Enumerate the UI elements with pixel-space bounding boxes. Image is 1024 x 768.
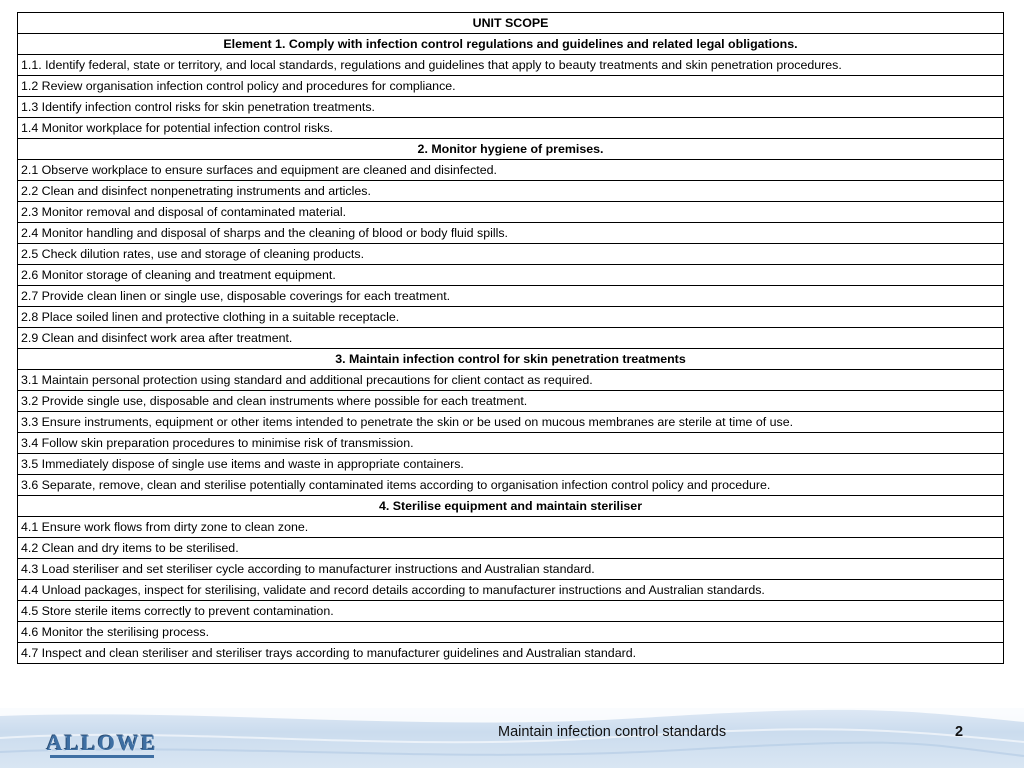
table-row xyxy=(18,643,1004,664)
table-row xyxy=(18,265,1004,286)
table-row xyxy=(18,244,1004,265)
table-cell: 4.1 Ensure work flows from dirty zone to clean zone. xyxy=(18,517,1004,538)
table-row xyxy=(18,517,1004,538)
table-row xyxy=(18,160,1004,181)
table-cell: 2.3 Monitor removal and disposal of contaminated material. xyxy=(18,202,1004,223)
table-cell: 2.9 Clean and disinfect work area after treatment. xyxy=(18,328,1004,349)
table-cell: 4.6 Monitor the sterilising process. xyxy=(18,622,1004,643)
table-row xyxy=(18,538,1004,559)
table-section-header-row xyxy=(18,139,1004,160)
table-section-header-row xyxy=(18,13,1004,34)
allowe-logo xyxy=(42,730,162,760)
section-header-cell: UNIT SCOPE xyxy=(18,13,1004,34)
table-section-header-row xyxy=(18,34,1004,55)
table-cell: 2.5 Check dilution rates, use and storage of cleaning products. xyxy=(18,244,1004,265)
table-cell: 3.1 Maintain personal protection using standard and additional precautions for client contact as required. xyxy=(18,370,1004,391)
table-cell: 3.5 Immediately dispose of single use items and waste in appropriate containers. xyxy=(18,454,1004,475)
table-cell: 1.4 Monitor workplace for potential infection control risks. xyxy=(18,118,1004,139)
table-row xyxy=(18,559,1004,580)
table-row xyxy=(18,97,1004,118)
table-row xyxy=(18,370,1004,391)
table-row xyxy=(18,433,1004,454)
table-row xyxy=(18,328,1004,349)
table-cell: 2.7 Provide clean linen or single use, disposable coverings for each treatment. xyxy=(18,286,1004,307)
table-row xyxy=(18,391,1004,412)
unit-scope-table-body xyxy=(18,13,1004,664)
table-row xyxy=(18,202,1004,223)
table-cell: 3.6 Separate, remove, clean and sterilise potentially contaminated items according to organisation infection control policy and procedure. xyxy=(18,475,1004,496)
table-cell: 1.1. Identify federal, state or territory, and local standards, regulations and guidelines that apply to beauty treatments and skin penetration procedures. xyxy=(18,55,1004,76)
footer-title: Maintain infection control standards xyxy=(498,724,727,740)
table-row xyxy=(18,580,1004,601)
table-section-header-row xyxy=(18,496,1004,517)
table-cell: 3.3 Ensure instruments, equipment or other items intended to penetrate the skin or be used on mucous membranes are sterile at time of use. xyxy=(18,412,1004,433)
section-header-cell: 4. Sterilise equipment and maintain steriliser xyxy=(18,496,1004,517)
table-cell: 2.1 Observe workplace to ensure surfaces and equipment are cleaned and disinfected. xyxy=(18,160,1004,181)
table-cell: 3.4 Follow skin preparation procedures to minimise risk of transmission. xyxy=(18,433,1004,454)
table-row xyxy=(18,181,1004,202)
table-cell: 2.2 Clean and disinfect nonpenetrating instruments and articles. xyxy=(18,181,1004,202)
page-number: 2 xyxy=(955,724,964,740)
table-cell: 3.2 Provide single use, disposable and clean instruments where possible for each treatment. xyxy=(18,391,1004,412)
table-row xyxy=(18,307,1004,328)
table-section-header-row xyxy=(18,349,1004,370)
table-row xyxy=(18,622,1004,643)
section-header-cell: Element 1. Comply with infection control regulations and guidelines and related legal obligations. xyxy=(18,34,1004,55)
slide-footer xyxy=(0,708,1024,768)
table-cell: 1.2 Review organisation infection control policy and procedures for compliance. xyxy=(18,76,1004,97)
table-cell: 2.4 Monitor handling and disposal of sharps and the cleaning of blood or body fluid spills. xyxy=(18,223,1004,244)
table-cell: 4.2 Clean and dry items to be sterilised. xyxy=(18,538,1004,559)
section-header-cell: 3. Maintain infection control for skin penetration treatments xyxy=(18,349,1004,370)
table-row xyxy=(18,76,1004,97)
table-cell: 2.8 Place soiled linen and protective clothing in a suitable receptacle. xyxy=(18,307,1004,328)
table-row xyxy=(18,412,1004,433)
table-cell: 4.4 Unload packages, inspect for sterilising, validate and record details according to manufacturer instructions and Australian standards. xyxy=(18,580,1004,601)
unit-scope-table xyxy=(17,12,1004,664)
table-cell: 4.7 Inspect and clean steriliser and steriliser trays according to manufacturer guidelines and Australian standard. xyxy=(18,643,1004,664)
logo-text: ALLOWE xyxy=(46,730,158,755)
table-cell: 4.5 Store sterile items correctly to prevent contamination. xyxy=(18,601,1004,622)
table-row xyxy=(18,454,1004,475)
table-cell: 1.3 Identify infection control risks for skin penetration treatments. xyxy=(18,97,1004,118)
table-row xyxy=(18,55,1004,76)
table-cell: 4.3 Load steriliser and set steriliser cycle according to manufacturer instructions and Australian standard. xyxy=(18,559,1004,580)
logo-underline xyxy=(50,755,154,758)
table-cell: 2.6 Monitor storage of cleaning and treatment equipment. xyxy=(18,265,1004,286)
section-header-cell: 2. Monitor hygiene of premises. xyxy=(18,139,1004,160)
table-row xyxy=(18,601,1004,622)
table-row xyxy=(18,223,1004,244)
table-row xyxy=(18,286,1004,307)
table-row xyxy=(18,118,1004,139)
table-row xyxy=(18,475,1004,496)
